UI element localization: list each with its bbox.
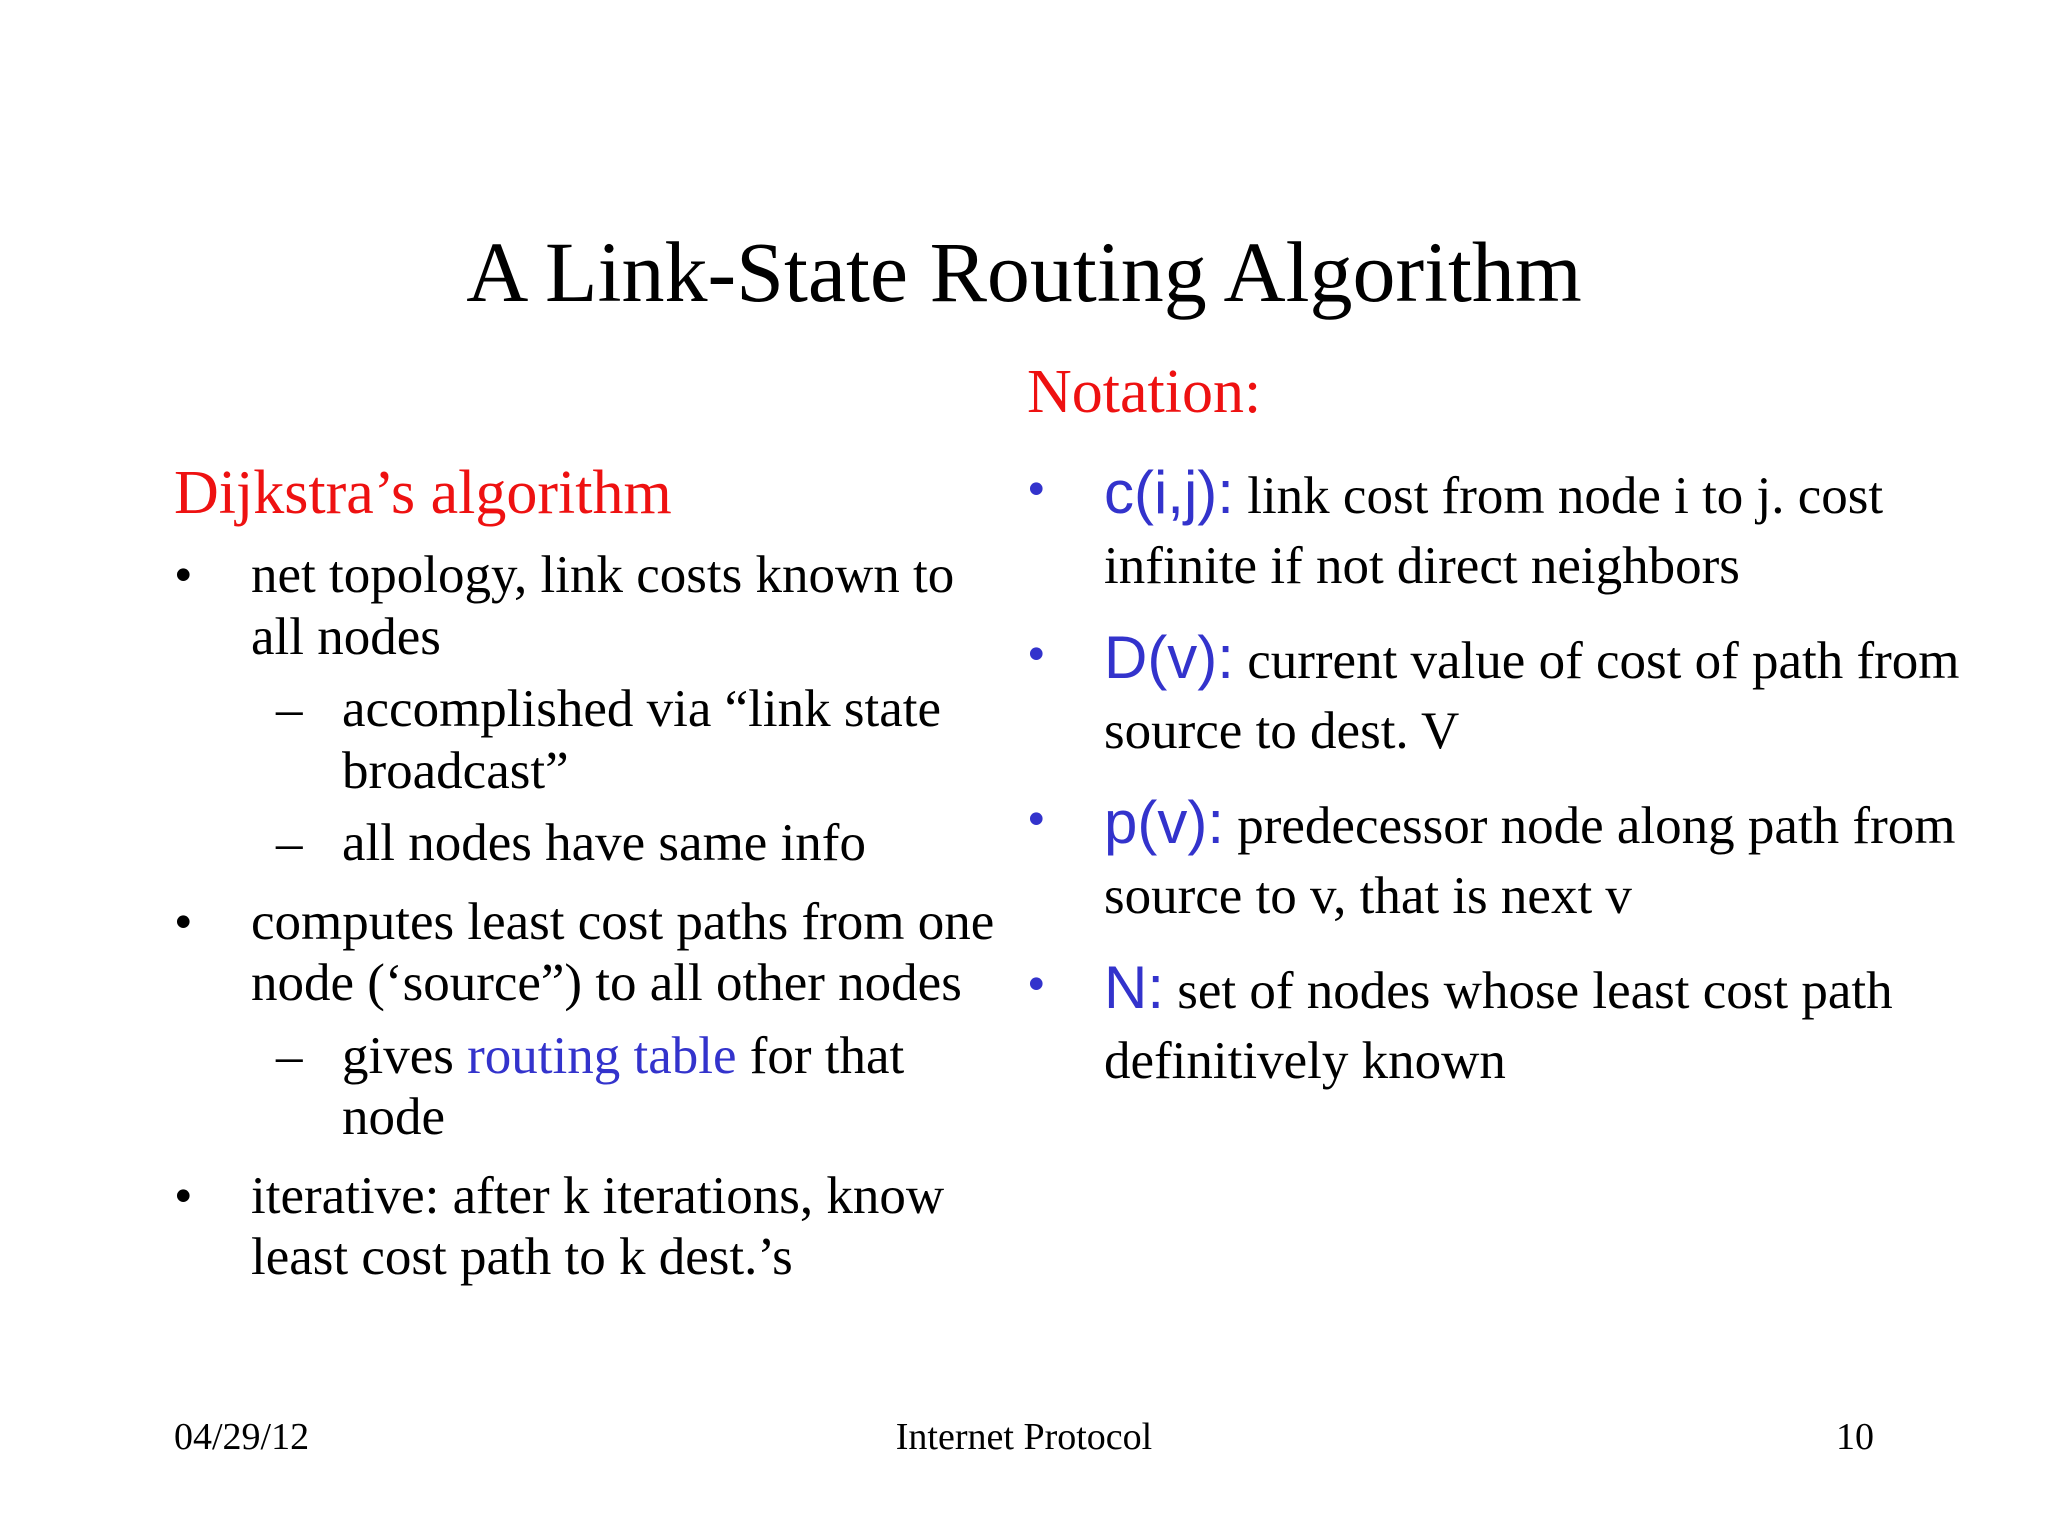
notation-item [1020,953,2020,1096]
bullet-icon: • [1027,460,1046,518]
sub-bullet-text-after: for that node [342,1026,905,1146]
bullet-icon: • [1027,625,1046,683]
footer-title: Internet Protocol [895,1416,1153,1458]
list-item [174,892,1014,1015]
sub-list-item [174,1026,1014,1149]
notation-heading: Notation: [1027,358,1262,426]
dijkstra-heading: Dijkstra’s algorithm [174,459,672,527]
bullet-icon: • [174,892,193,951]
footer-date: 04/29/12 [174,1416,310,1458]
bullet-text: net topology, link costs known to all nodes [251,546,955,666]
bullet-text: iterative: after k iterations, know least cost path to k dest.’s [251,1166,945,1286]
bullet-icon: • [174,1166,193,1225]
routing-table-highlight: routing table [467,1026,737,1085]
notation-term: D(v): [1104,624,1234,691]
notation-desc: predecessor node along path from source to v, that is next v [1104,797,1956,925]
notation-desc: current value of cost of path from source to dest. V [1104,632,1960,760]
notation-term: c(i,j): [1104,459,1234,526]
notation-item [1020,623,2020,766]
page-number: 10 [1836,1416,1874,1458]
list-item [174,545,1014,668]
bullet-icon: • [174,546,193,604]
dash-icon: – [276,680,303,738]
sub-bullet-text: accomplished via “link state broadcast” [342,680,941,800]
notation-term: p(v): [1104,789,1224,856]
notation-item [1020,788,2020,931]
sub-bullet-text-before: gives [342,1026,468,1085]
bullet-icon: • [1027,790,1046,848]
list-item [174,1166,1014,1289]
notation-desc: set of nodes whose least cost path definitively known [1104,962,1893,1090]
dash-icon: – [276,814,303,872]
notation-list [1020,458,2020,1096]
bullet-text: computes least cost paths from one node (‘source”) to all other nodes [251,892,995,1012]
bullet-icon: • [1027,955,1046,1013]
dijkstra-bullet-list [174,545,1014,1289]
notation-term: N: [1104,954,1164,1021]
sub-list-item [174,813,1014,875]
notation-item [1020,458,2020,601]
sub-bullet-text: all nodes have same info [342,814,866,872]
sub-list-item [174,679,1014,802]
notation-desc: link cost from node i to j. cost infinite if not direct neighbors [1104,467,1884,595]
slide-title: A Link-State Routing Algorithm [466,224,1582,320]
dash-icon: – [276,1026,303,1085]
